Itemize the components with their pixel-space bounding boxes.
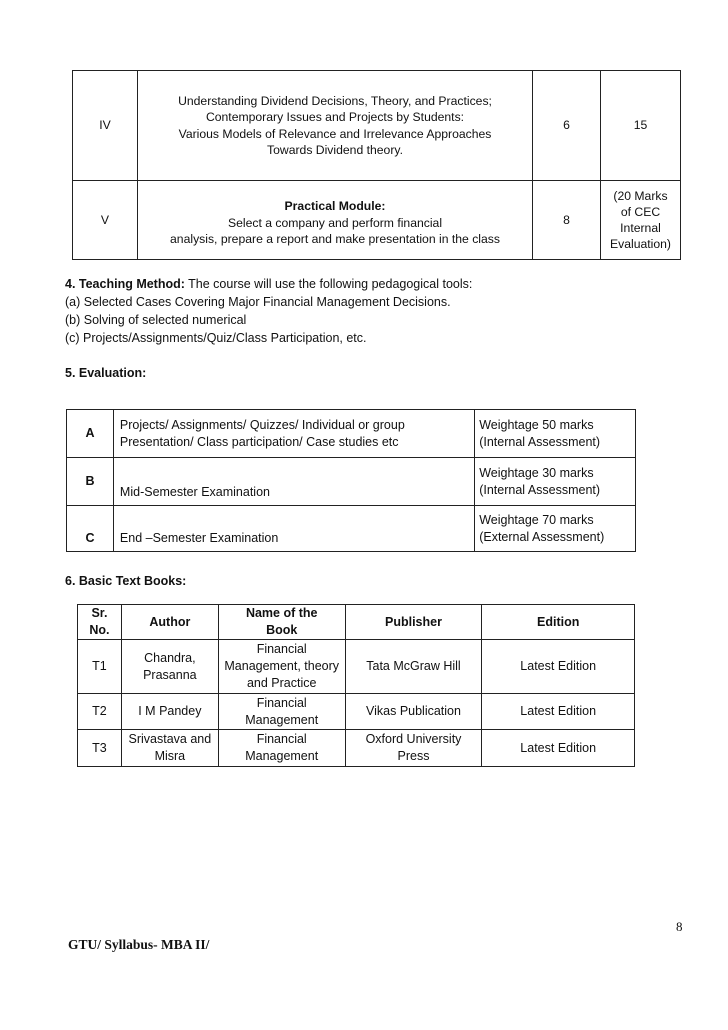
evaluation-row: [67, 506, 636, 552]
book-publisher: Vikas Publication: [345, 694, 482, 730]
teaching-intro: The course will use the following pedagogical tools:: [184, 277, 473, 291]
unit-row-iv: [73, 71, 681, 181]
evaluation-desc-line: End –Semester Examination: [119, 531, 279, 546]
author-line: Misra: [154, 749, 186, 763]
book-sr: T1: [78, 640, 122, 694]
header-author: Author: [121, 605, 218, 640]
weight-line: Evaluation): [610, 236, 671, 251]
book-sr: T3: [78, 730, 122, 767]
book-publisher: Tata McGraw Hill: [345, 640, 482, 694]
units-table: [72, 70, 681, 260]
weightage-line: Weightage 70 marks: [479, 512, 594, 527]
weightage-line: (Internal Assessment): [479, 482, 601, 497]
evaluation-desc-line: Presentation/ Class participation/ Case studies etc: [119, 434, 399, 449]
unit-topic: [137, 181, 532, 260]
author-line: Chandra,: [144, 650, 196, 665]
weightage-line: Weightage 50 marks: [479, 417, 594, 432]
book-sr: T2: [78, 694, 122, 730]
topic-line: analysis, prepare a report and make presentation in the class: [170, 232, 500, 247]
weightage-line: (Internal Assessment): [479, 434, 601, 449]
evaluation-description: [113, 410, 474, 458]
book-author: [121, 730, 218, 767]
book-author: [121, 640, 218, 694]
page-number: 8: [676, 919, 683, 934]
book-author: I M Pandey: [121, 694, 218, 730]
topic-line: Understanding Dividend Decisions, Theory, and Practices;: [178, 93, 492, 108]
header-line: No.: [89, 623, 110, 637]
evaluation-description: [113, 506, 474, 552]
weightage-line: (External Assessment): [479, 529, 605, 544]
book-name-line: Financial: [256, 642, 307, 657]
weight-line: Internal: [620, 221, 661, 235]
publisher-line: Press: [397, 749, 430, 763]
unit-hours: 8: [533, 181, 601, 260]
book-row: [78, 730, 635, 767]
evaluation-row: [67, 410, 636, 458]
unit-row-v: [73, 181, 681, 260]
book-name: [218, 694, 345, 730]
author-line: Srivastava and: [128, 732, 212, 747]
author-line: Prasanna: [143, 667, 197, 682]
evaluation-row: [67, 458, 636, 506]
topic-line: Select a company and perform financial: [227, 215, 443, 230]
header-publisher: Publisher: [345, 605, 482, 640]
teaching-method-line: [65, 276, 472, 293]
unit-hours: 6: [533, 71, 601, 181]
book-name: [218, 730, 345, 767]
evaluation-label: B: [67, 458, 114, 506]
evaluation-label: A: [67, 410, 114, 458]
books-table: [77, 604, 635, 767]
unit-number: IV: [73, 71, 138, 181]
book-name-line: Management: [245, 712, 319, 727]
publisher-line: Oxford University: [365, 732, 462, 747]
book-edition: Latest Edition: [482, 730, 635, 767]
teaching-item: (b) Solving of selected numerical: [65, 313, 247, 327]
topic-heading: Practical Module:: [284, 199, 386, 214]
teaching-item: (a) Selected Cases Covering Major Financial Management Decisions.: [65, 295, 451, 309]
evaluation-description: [113, 458, 474, 506]
books-heading: 6. Basic Text Books:: [65, 574, 187, 588]
evaluation-table: [66, 409, 636, 552]
weight-line: of CEC: [620, 205, 661, 220]
evaluation-desc-line: Mid-Semester Examination: [119, 485, 270, 500]
footer-text: GTU/ Syllabus- MBA II/: [68, 937, 210, 952]
unit-weightage: [601, 181, 681, 260]
topic-line: Towards Dividend theory.: [267, 142, 403, 157]
header-line: Book: [266, 623, 298, 637]
header-book-name: [218, 605, 345, 640]
book-row: [78, 640, 635, 694]
weightage-line: Weightage 30 marks: [479, 465, 594, 480]
book-row: [78, 694, 635, 730]
evaluation-weightage: [475, 410, 636, 458]
evaluation-desc-line: Projects/ Assignments/ Quizzes/ Individual or group: [119, 417, 405, 432]
evaluation-weightage: [475, 506, 636, 552]
book-name-line: and Practice: [246, 675, 317, 690]
book-name-line: Financial: [256, 732, 307, 747]
topic-line: Various Models of Relevance and Irrelevance Approaches: [178, 126, 492, 141]
book-name: [218, 640, 345, 694]
book-name-line: Management: [245, 749, 319, 763]
book-name-line: Financial: [256, 695, 307, 710]
teaching-item: (c) Projects/Assignments/Quiz/Class Participation, etc.: [65, 331, 367, 345]
header-line: Sr.: [91, 606, 108, 621]
header-sr-no: [78, 605, 122, 640]
unit-weightage: 15: [601, 71, 681, 181]
header-line: Name of the: [245, 606, 318, 621]
teaching-heading: 4. Teaching Method:: [65, 277, 185, 291]
book-name-line: Management, theory: [224, 659, 340, 674]
book-edition: Latest Edition: [482, 694, 635, 730]
book-edition: Latest Edition: [482, 640, 635, 694]
evaluation-label: C: [67, 506, 114, 552]
evaluation-weightage: [475, 458, 636, 506]
evaluation-heading: 5. Evaluation:: [65, 366, 147, 380]
book-publisher: [345, 730, 482, 767]
weight-line: (20 Marks: [613, 189, 668, 204]
unit-number: V: [73, 181, 138, 260]
header-edition: Edition: [482, 605, 635, 640]
unit-topic: [137, 71, 532, 181]
books-header-row: [78, 605, 635, 640]
topic-line: Contemporary Issues and Projects by Students:: [205, 110, 465, 125]
